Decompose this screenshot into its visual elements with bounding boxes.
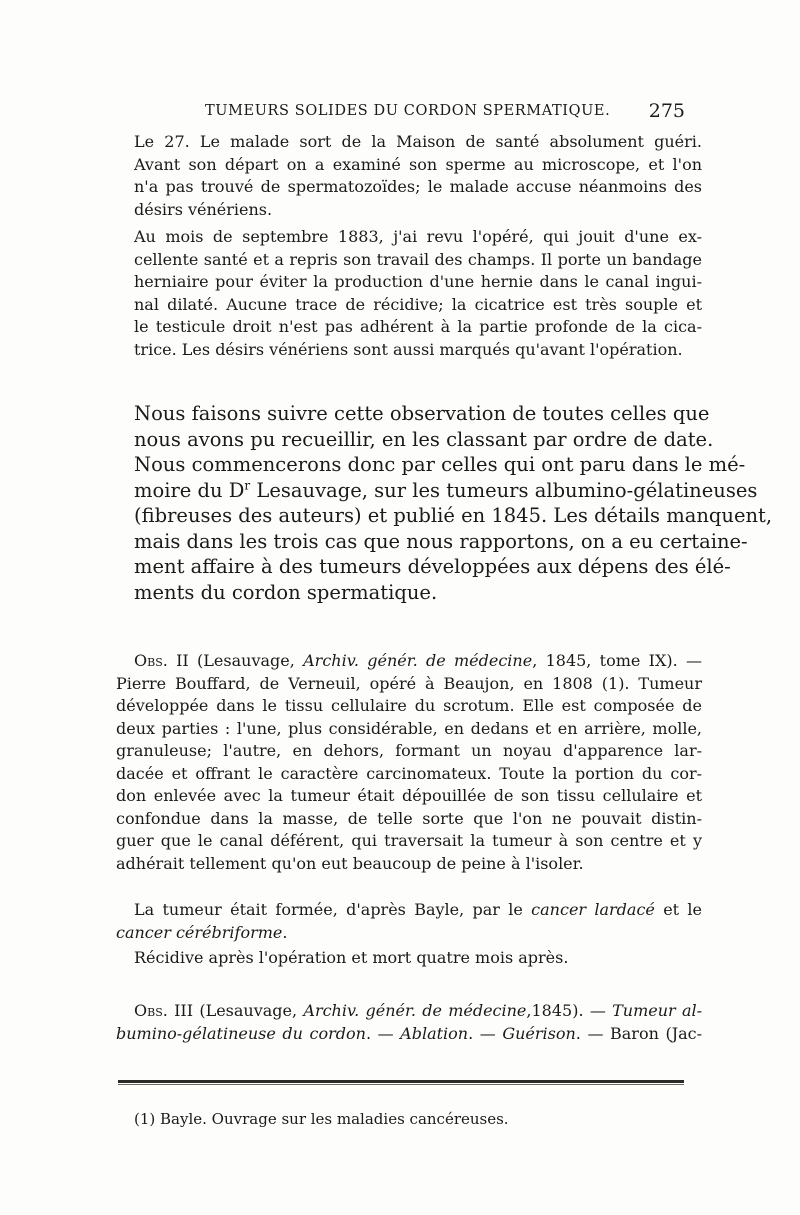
observation-3: Obs. III (Lesauvage, Archiv. génér. de médecine,1845). — Tumeur al- bumino-gélatineuse du cordon. — Ablation. — Guérison. — Baron (Jac- [116,1001,703,1043]
footnote-rule-thin [118,1084,684,1085]
page-header [205,100,685,124]
paragraph-introduction: Nous faisons suivre cette observation de toutes celles que nous avons pu recueillir, en les classant par ordre de date. Nous commencerons donc par celles qui ont paru dans le mé- moire du $D^r$ Lesauvage, sur les tumeurs albumino-gélatineuses (fibreuses des auteurs) et publié en 1845. Les détails manquent, mais dans les trois cas que nous rapportons, on a eu certaine- ment affaire à des tumeurs développées aux dépens des élé- ments du cordon spermatique. [134,402,773,604]
running-title: TUMEURS SOLIDES DU CORDON SPERMATIQUE. [205,103,611,119]
obs-label: Obs. III [134,1001,194,1020]
page-number: 275 [648,100,685,122]
observation-2: Obs. II (Lesauvage, Archiv. génér. de médecine, 1845, tome IX). — Pierre Bouffard, de Verneuil, opéré à Beaujon, en 1808 (1). Tumeur développée dans le tissu cellulaire du scrotum. Elle est composée de deux parties : l'une, plus considérable, en dedans et en arrière, molle, granuleuse; l'autre, en dehors, formant un noyau d'apparence lar- dacée et offrant le caractère carcinomateux. Toute la portion du cor- don enlevée avec la tumeur était dépouillée de son tissu cellulaire et confondue dans la masse, de telle sorte que l'on ne pouvait distin- guer que le canal déférent, qui traversait la tumeur à son centre et y adhérait tellement qu'on eut beaucoup de peine à l'isoler. [116,651,703,873]
obs-label: Obs. II [134,651,189,670]
footnote-rule [118,1080,684,1083]
paragraph-followup: Au mois de septembre 1883, j'ai revu l'opéré, qui jouit d'une ex- cellente santé et a repris son travail des champs. Il porte un bandage herniaire pour éviter la production d'une hernie dans le canal ingui- nal dilaté. Aucune trace de récidive; la cicatrice est très souple et le testicule droit n'est pas adhérent à la partie profonde de la cica- trice. Les désirs vénériens sont aussi marqués qu'avant l'opération. [134,227,702,359]
paragraph-tumor-nature: La tumeur était formée, d'après Bayle, par le cancer lardacé et le cancer cérébriforme. [116,900,703,942]
paragraph-discharge: Le 27. Le malade sort de la Maison de santé absolument guéri. Avant son départ on a examiné son sperme au microscope, et l'on n'a pas trouvé de spermatozoïdes; le malade accuse néanmoins des désirs vénériens. [134,132,702,219]
footnote: (1) Bayle. Ouvrage sur les maladies cancéreuses. [134,1110,509,1128]
paragraph-recurrence: Récidive après l'opération et mort quatre mois après. [134,948,569,967]
